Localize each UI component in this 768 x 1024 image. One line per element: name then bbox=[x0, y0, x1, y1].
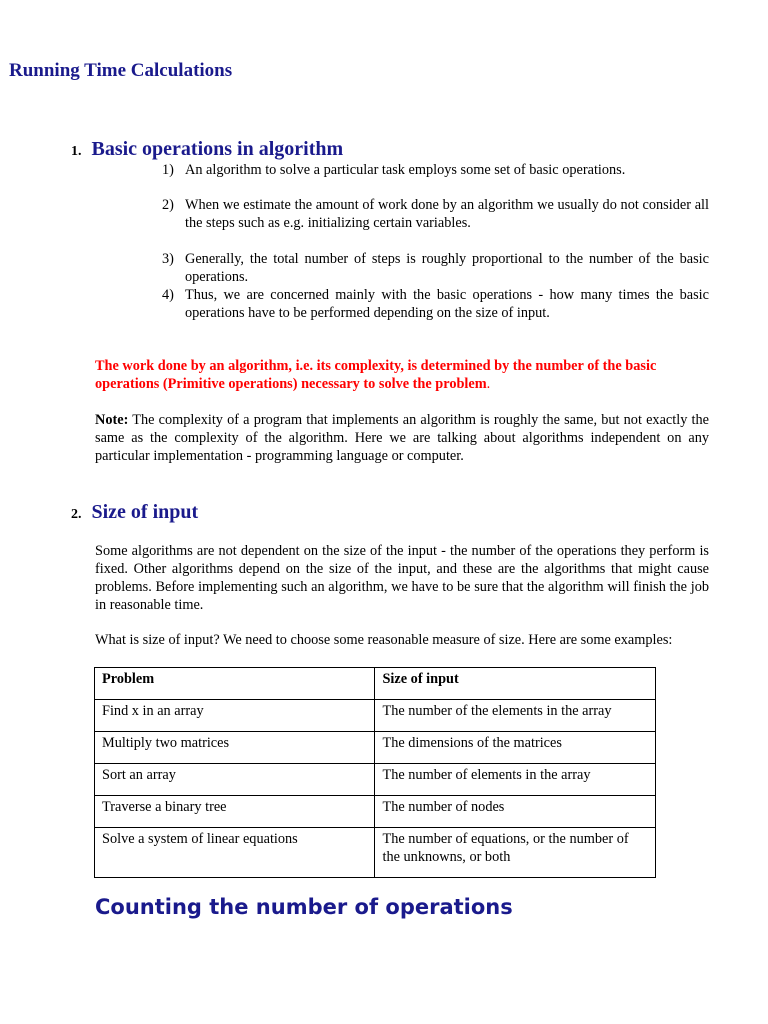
page-title: Running Time Calculations bbox=[9, 60, 233, 81]
table-cell-size: The number of equations, or the number of the unknowns, or both bbox=[375, 828, 656, 878]
note-text: The complexity of a program that implements an algorithm is roughly the same, but not exactly the same as the complexity of the algorithm. Here we are talking about algorithms independent on any particular implementation - programming language or computer. bbox=[95, 412, 709, 464]
section-1-heading bbox=[71, 138, 343, 161]
size-of-input-paragraph: Some algorithms are not dependent on the size of the input - the number of the operations they perform is fixed. Other algorithms depend on the size of the input, and these are the algorithms that might cause problems. Before implementing such an algorithm, we have to be sure that the algorithm will finish the job in reasonable time. bbox=[95, 543, 709, 613]
table-cell-size: The number of the elements in the array bbox=[375, 700, 656, 732]
table-cell-problem: Solve a system of linear equations bbox=[95, 828, 375, 878]
note-label: Note: bbox=[95, 412, 129, 428]
item-number: 3) bbox=[162, 251, 174, 267]
item-text: When we estimate the amount of work done by an algorithm we usually do not consider all the steps such as e.g. initializing certain variables. bbox=[185, 197, 709, 231]
table-cell-problem: Sort an array bbox=[95, 764, 375, 796]
note-paragraph bbox=[95, 411, 709, 465]
complexity-highlight bbox=[95, 357, 709, 393]
table-header-row bbox=[95, 668, 656, 700]
item-number: 2) bbox=[162, 197, 174, 213]
section-1-title: Basic operations in algorithm bbox=[91, 138, 344, 160]
item-number: 4) bbox=[162, 287, 174, 303]
table-cell-size: The dimensions of the matrices bbox=[375, 732, 656, 764]
item-text: Thus, we are concerned mainly with the basic operations - how many times the basic operations have to be performed depending on the size of input. bbox=[185, 287, 709, 321]
table-cell-size: The number of nodes bbox=[375, 796, 656, 828]
item-text: Generally, the total number of steps is roughly proportional to the number of the basic operations. bbox=[185, 251, 709, 285]
table-header-problem: Problem bbox=[95, 668, 375, 700]
item-number: 1) bbox=[162, 162, 174, 178]
basic-ops-item-3 bbox=[162, 250, 709, 286]
basic-ops-item-4 bbox=[162, 286, 709, 322]
basic-ops-item-1 bbox=[162, 161, 709, 179]
section-3-heading: Counting the number of operations bbox=[95, 895, 513, 919]
table-row bbox=[95, 732, 656, 764]
table-header-size: Size of input bbox=[375, 668, 656, 700]
table-cell-problem: Find x in an array bbox=[95, 700, 375, 732]
basic-ops-item-2 bbox=[162, 196, 709, 232]
section-2-title: Size of input bbox=[91, 501, 199, 523]
size-of-input-table bbox=[94, 667, 656, 878]
table-row bbox=[95, 796, 656, 828]
table-cell-size: The number of elements in the array bbox=[375, 764, 656, 796]
table-row bbox=[95, 764, 656, 796]
size-question-paragraph: What is size of input? We need to choose some reasonable measure of size. Here are some examples: bbox=[95, 632, 673, 648]
section-2-number: 2. bbox=[71, 507, 82, 522]
highlight-period: . bbox=[486, 376, 491, 392]
section-2-heading bbox=[71, 501, 198, 524]
table-row bbox=[95, 700, 656, 732]
highlight-text: The work done by an algorithm, i.e. its complexity, is determined by the number of the basic operations (Primitive operations) necessary to solve the problem bbox=[95, 358, 657, 392]
section-1-number: 1. bbox=[71, 144, 82, 159]
table-cell-problem: Multiply two matrices bbox=[95, 732, 375, 764]
item-text: An algorithm to solve a particular task employs some set of basic operations. bbox=[185, 162, 626, 178]
table-cell-problem: Traverse a binary tree bbox=[95, 796, 375, 828]
table-row bbox=[95, 828, 656, 878]
